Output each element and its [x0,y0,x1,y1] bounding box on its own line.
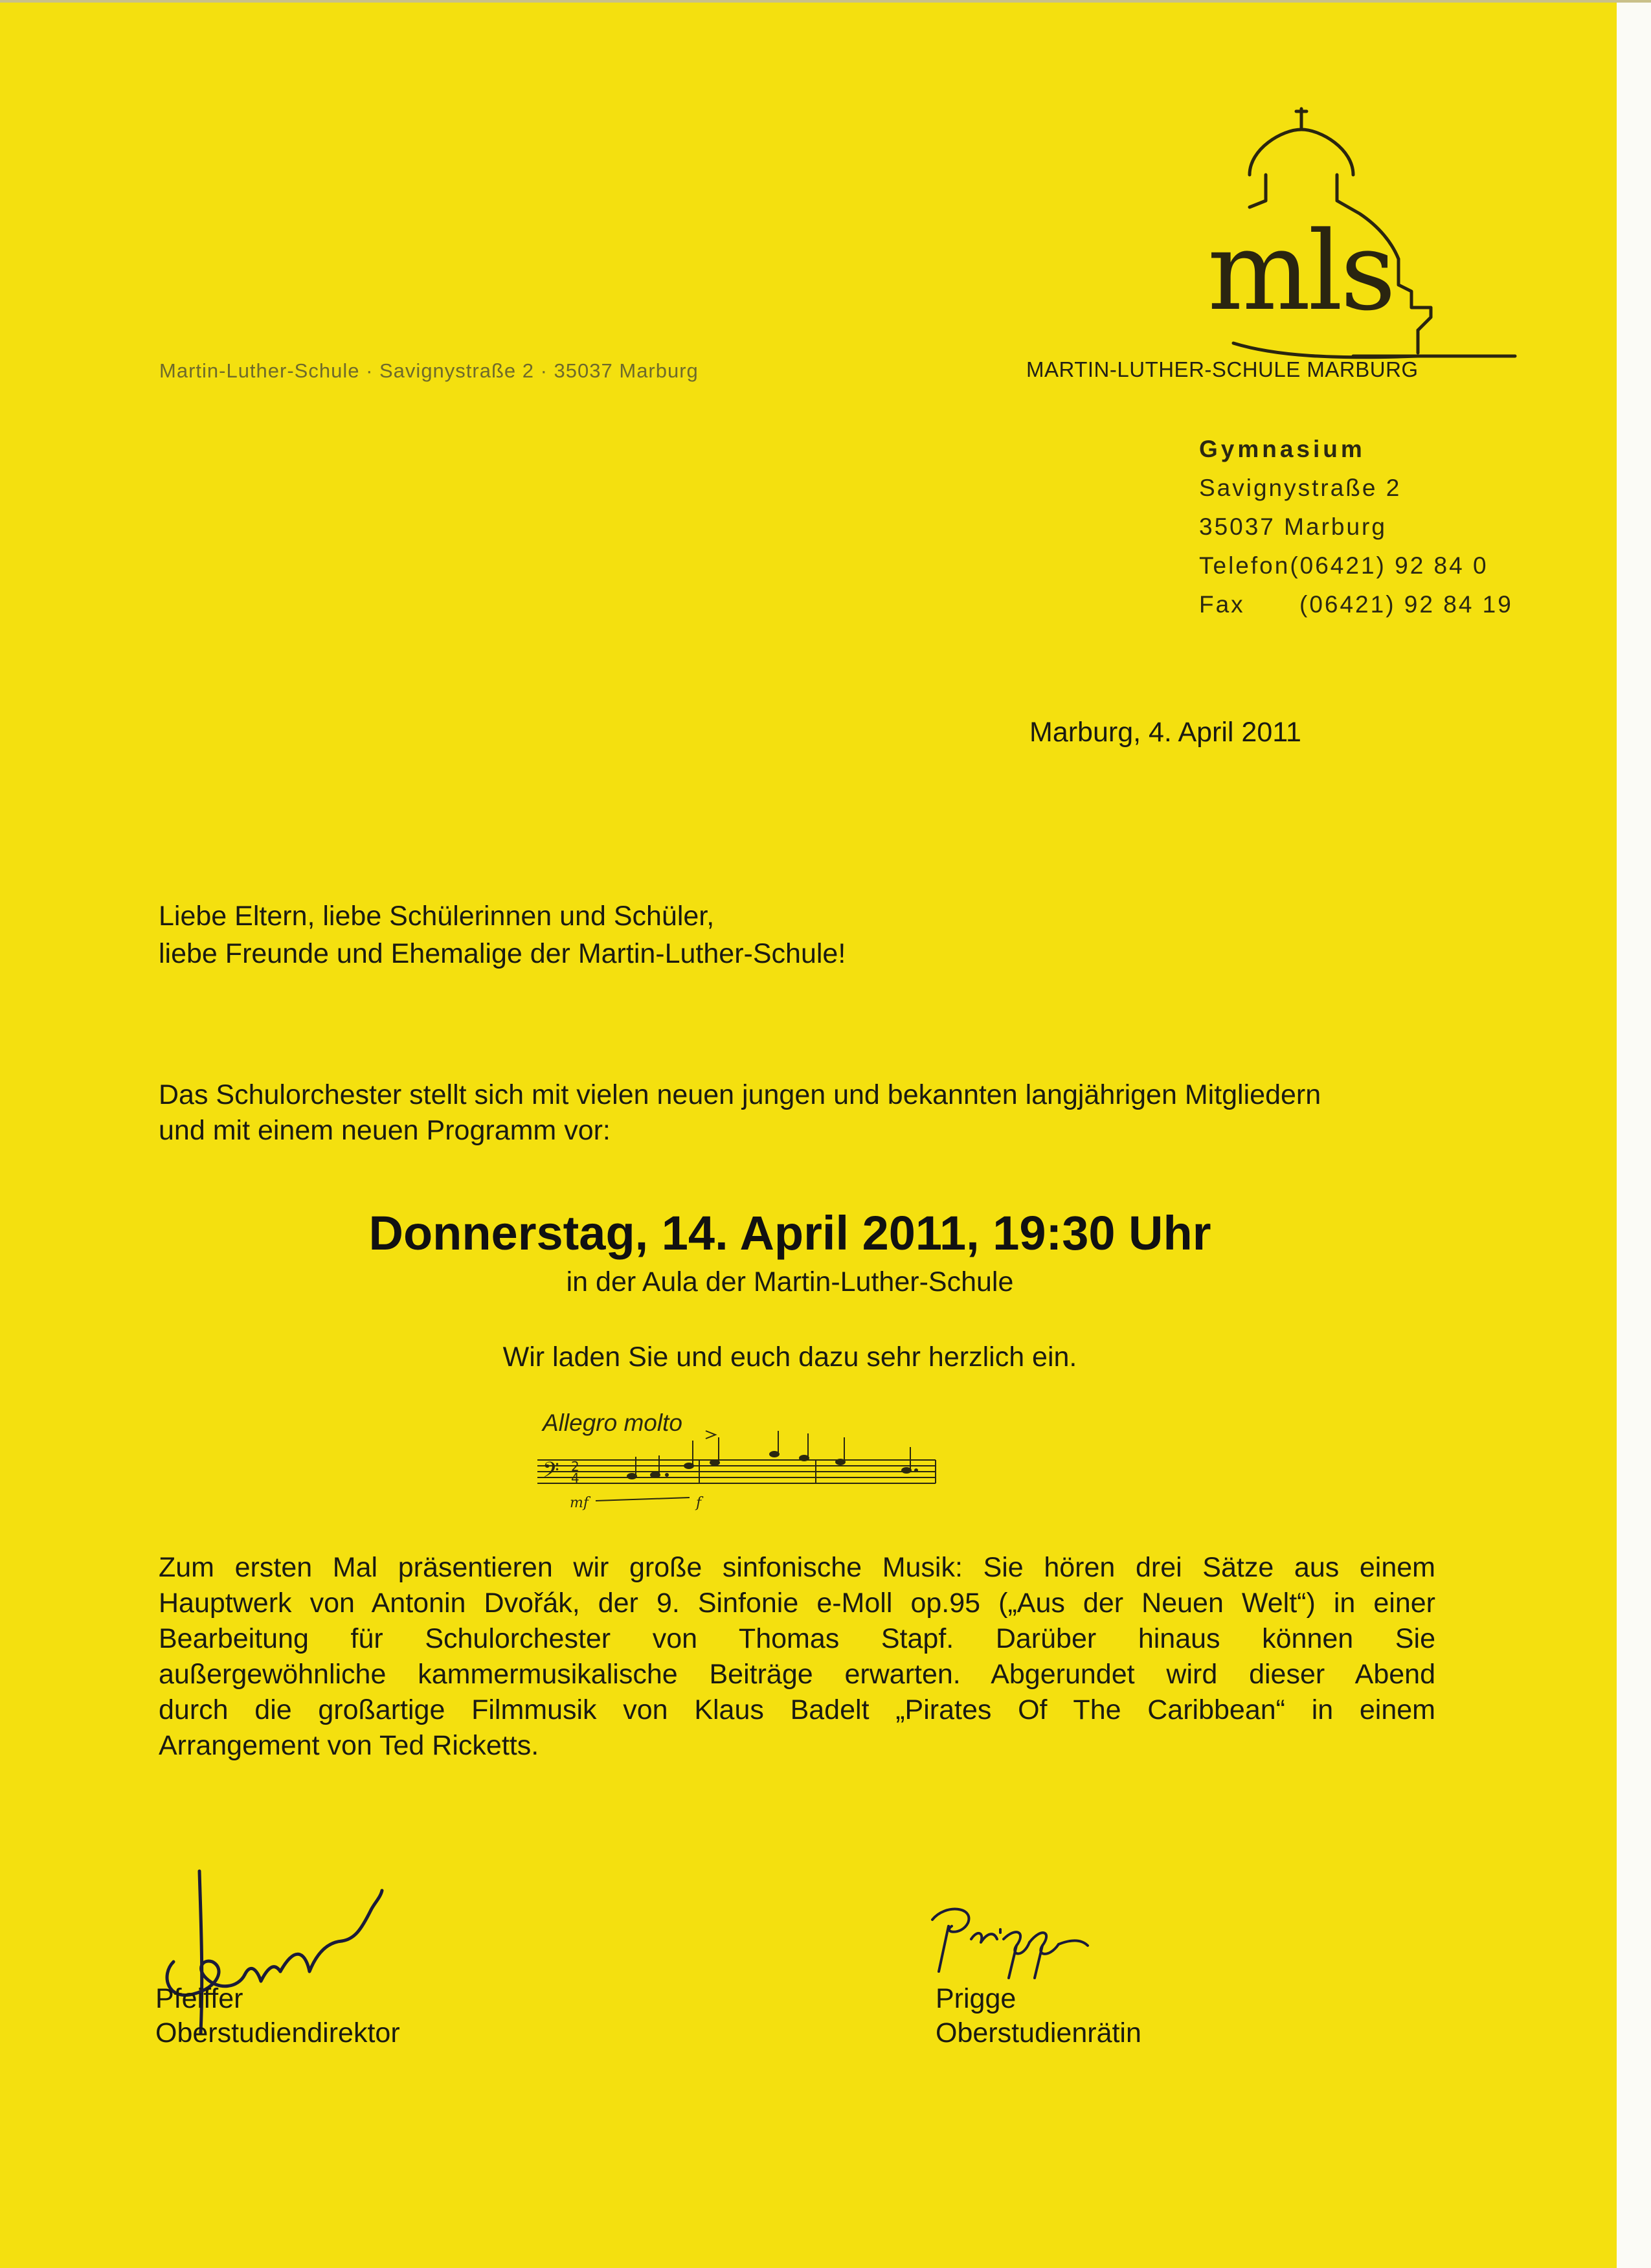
school-city: 35037 Marburg [1199,513,1387,540]
signatory-right-name: Prigge [936,1983,1016,2014]
fax-row [1199,585,1513,624]
dynamic-end-mark: f [696,1495,702,1511]
sender-address-line: Martin-Luther-Schule · Savignystraße 2 · 35037 Marburg [159,359,699,382]
letter-date: Marburg, 4. April 2011 [1029,717,1301,748]
signatory-left-title: Oberstudiendirektor [155,2017,400,2049]
signatory-left-name: Pfeiffer [155,1983,243,2014]
school-street: Savignystraße 2 [1199,475,1402,501]
event-location: in der Aula der Martin-Luther-Schule [566,1266,1014,1297]
svg-text:2: 2 [571,1459,579,1474]
signatory-right-title: Oberstudienrätin [936,2017,1141,2049]
body-line: Zum ersten Mal präsentieren wir große sinfonische Musik: Sie hören drei Sätze aus einem [159,1552,1435,1583]
phone-row [1199,546,1513,585]
invitation-line: Wir laden Sie und euch dazu sehr herzlich ein. [502,1342,1077,1373]
intro-line: und mit einem neuen Programm vor: [159,1115,611,1146]
greeting [159,897,846,972]
body-line: Hauptwerk von Antonin Dvořák, der 9. Sinfonie e-Moll op.95 („Aus der Neuen Welt“) in einer [159,1588,1435,1619]
school-type: Gymnasium [1199,436,1365,462]
intro-line: Das Schulorchester stellt sich mit vielen neuen jungen und bekannten langjährigen Mitgliedern [159,1079,1321,1110]
fax-number: (06421) 92 84 19 [1299,591,1513,618]
school-contact-block [1199,430,1513,624]
scan-top-line [0,0,1651,3]
logo-wordmark: mls [1207,208,1394,335]
svg-text:𝄢: 𝄢 [543,1458,559,1488]
fax-label: Fax [1199,591,1245,618]
phone-number: (06421) 92 84 0 [1290,552,1488,579]
phone-label: Telefon [1199,552,1290,579]
body-line: durch die großartige Filmmusik von Klaus Badelt „Pirates Of The Caribbean“ in einem [159,1694,1435,1725]
school-name: MARTIN-LUTHER-SCHULE MARBURG [1026,357,1419,381]
intro-paragraph [159,1077,1321,1149]
body-line: Bearbeitung für Schulorchester von Thomas Stapf. Darüber hinaus können Sie [159,1623,1435,1654]
greeting-line: Liebe Eltern, liebe Schülerinnen und Schüler, [159,901,715,932]
signature-right [919,1894,1133,1984]
body-paragraph [159,1550,1435,1764]
greeting-line: liebe Freunde und Ehemalige der Martin-Luther-Schule! [159,938,846,969]
event-datetime-heading: Donnerstag, 14. April 2011, 19:30 Uhr [368,1206,1211,1260]
tempo-marking: Allegro molto [543,1409,682,1436]
dynamic-start-mark: mf [570,1495,589,1511]
svg-text:4: 4 [571,1470,579,1486]
scan-edge [1617,0,1651,2268]
body-line: Arrangement von Ted Ricketts. [159,1730,539,1761]
body-line: außergewöhnliche kammermusikalische Beiträge erwarten. Abgerundet wird dieser Abend [159,1659,1435,1690]
music-notation-excerpt [531,1411,945,1515]
